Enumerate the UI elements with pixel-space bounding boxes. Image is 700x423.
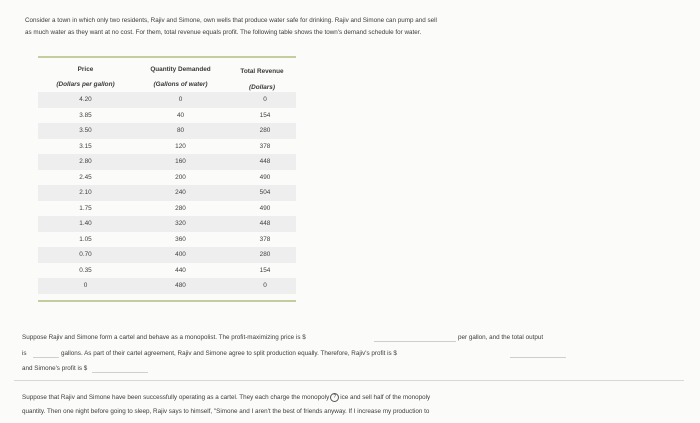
- table-row: [38, 154, 296, 170]
- table-row: [38, 92, 296, 108]
- question1-text-d: gallons. As part of their cartel agreement, Rajiv and Simone agree to split production equally. Therefore, Rajiv's profit is $: [61, 350, 397, 357]
- subheader-revenue: (Dollars): [249, 83, 275, 91]
- cell-quantity: 280: [175, 204, 186, 212]
- cell-quantity: 400: [133, 247, 228, 263]
- question1-text-e: and Simone's profit is $: [22, 365, 88, 372]
- cell-price: 1.40: [38, 216, 133, 232]
- demand-schedule-table: [38, 56, 296, 302]
- table-row: [38, 170, 296, 186]
- table-row: [38, 185, 296, 201]
- simone-profit-input[interactable]: [92, 364, 148, 373]
- cell-price: 1.05: [79, 235, 92, 243]
- cell-price: 2.80: [38, 154, 133, 170]
- cell-price: 1.75: [79, 204, 92, 212]
- cell-price: 3.15: [79, 142, 92, 150]
- cell-price: 3.85: [79, 111, 92, 119]
- cell-revenue: 280: [228, 247, 296, 263]
- subheader-quantity: (Gallons of water): [153, 80, 208, 88]
- cell-quantity: 200: [175, 173, 186, 181]
- header-price: Price: [77, 65, 94, 73]
- table-row: [38, 108, 296, 124]
- cell-quantity: 480: [133, 278, 228, 294]
- cell-revenue: 154: [259, 266, 271, 274]
- cell-price: 0.35: [79, 266, 92, 274]
- rajiv-profit-input[interactable]: [510, 349, 566, 358]
- cell-quantity: 240: [133, 185, 228, 201]
- cell-price: 2.45: [79, 173, 92, 181]
- intro-paragraph: [25, 15, 585, 39]
- cell-price: 3.50: [38, 123, 133, 139]
- cell-price: 2.10: [38, 185, 133, 201]
- cell-revenue: 490: [259, 204, 271, 212]
- cell-quantity: 40: [176, 111, 185, 119]
- table-row: [38, 139, 296, 155]
- cell-quantity: 0: [133, 92, 228, 108]
- cell-revenue: 448: [228, 154, 296, 170]
- table-body: [38, 92, 296, 294]
- cell-revenue: 448: [228, 216, 296, 232]
- cell-revenue: 280: [228, 123, 296, 139]
- cell-revenue: 378: [259, 235, 271, 243]
- question2-line-1: Suppose that Rajiv and Simone have been successfully operating as a cartel. They each charge the monopoly ? ice and sell half of the monopoly: [22, 394, 431, 402]
- question2-line-2: quantity. Then one night before going to sleep, Rajiv says to himself, "Simone and I aren't the best of friends anyway. If I increase my production to: [22, 408, 430, 415]
- question1-text-b: per gallon, and the total output: [458, 334, 544, 341]
- cell-revenue: 0: [228, 92, 296, 108]
- table-row: [38, 278, 296, 294]
- table-row: [38, 247, 296, 263]
- output-answer-input[interactable]: [33, 349, 59, 358]
- cell-quantity: 440: [175, 266, 186, 274]
- table-row: [38, 216, 296, 232]
- table-row: [38, 201, 296, 217]
- cell-revenue: 154: [259, 111, 271, 119]
- cell-revenue: 490: [259, 173, 271, 181]
- question1-text-a: Suppose Rajiv and Simone form a cartel and behave as a monopolist. The profit-maximizing price is $: [22, 334, 306, 341]
- table-row: [38, 232, 296, 248]
- section-divider: [14, 380, 684, 381]
- price-answer-input[interactable]: [374, 333, 456, 342]
- info-icon[interactable]: ?: [330, 393, 339, 402]
- cell-revenue: 504: [228, 185, 296, 201]
- header-revenue: Total Revenue: [240, 67, 284, 75]
- cell-quantity: 120: [175, 142, 186, 150]
- intro-line-2: as much water as they want at no cost. For them, total revenue equals profit. The following table shows the town's demand schedule for water.: [25, 29, 422, 36]
- cell-price: 0.70: [38, 247, 133, 263]
- table-row: [38, 123, 296, 139]
- cell-price: 4.20: [38, 92, 133, 108]
- table-row: [38, 263, 296, 279]
- subheader-price: (Dollars per gallon): [56, 80, 115, 88]
- cell-quantity: 360: [175, 235, 186, 243]
- cell-revenue: 378: [259, 142, 271, 150]
- cell-quantity: 320: [133, 216, 228, 232]
- header-quantity: Quantity Demanded: [150, 65, 211, 73]
- table-bottom-rule: [38, 300, 296, 302]
- question1-text-c: is: [22, 350, 27, 357]
- intro-line-1: Consider a town in which only two residents, Rajiv and Simone, own wells that produce water safe for drinking. Rajiv and Simone can pump and sell: [25, 17, 437, 24]
- cell-quantity: 160: [133, 154, 228, 170]
- cell-quantity: 80: [133, 123, 228, 139]
- cell-price: 0: [38, 278, 133, 294]
- cell-revenue: 0: [228, 278, 296, 294]
